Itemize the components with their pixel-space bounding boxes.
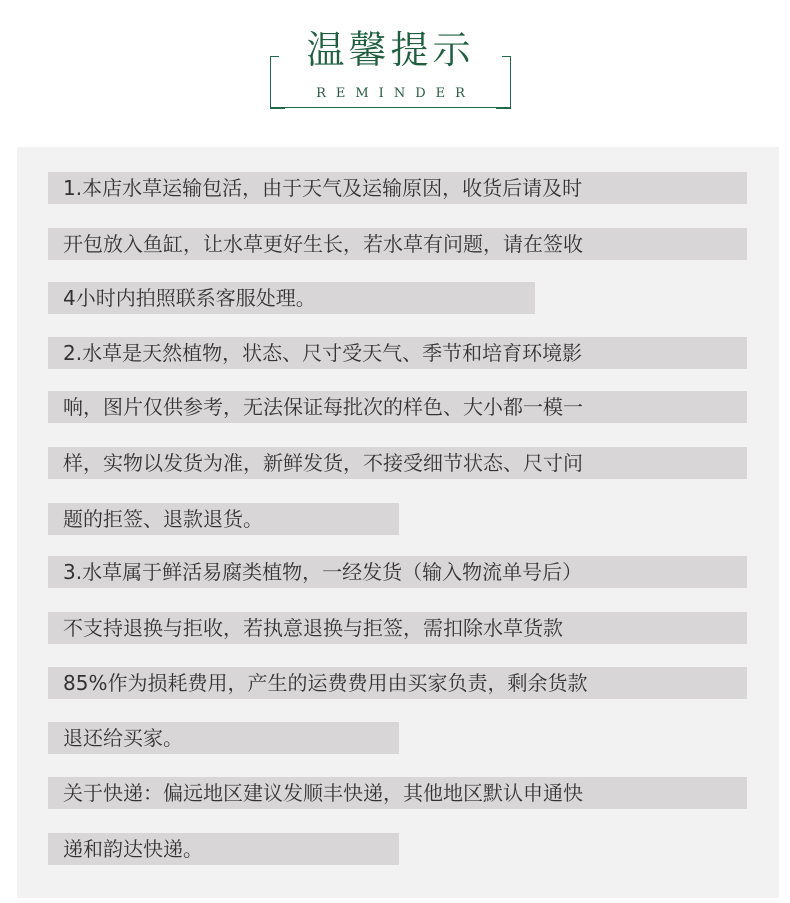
notice-line: 2.水草是天然植物，状态、尺寸受天气、季节和培育环境影: [48, 337, 747, 369]
notice-line: 开包放入鱼缸，让水草更好生长，若水草有问题，请在签收: [48, 228, 747, 260]
page-subtitle: REMINDER: [316, 86, 475, 101]
notice-line: 4小时内拍照联系客服处理。: [48, 282, 535, 314]
page-title: 温馨提示: [306, 28, 475, 72]
reminder-header: [0, 0, 790, 140]
notice-line: 响，图片仅供参考，无法保证每批次的样色、大小都一模一: [48, 391, 747, 423]
notice-line: 递和韵达快递。: [48, 833, 399, 865]
title-frame-bottom: [270, 107, 511, 108]
notice-line: 85%作为损耗费用，产生的运费费用由买家负责，剩余货款: [48, 667, 747, 699]
notice-line: 退还给买家。: [48, 722, 399, 754]
notice-line: 关于快递：偏远地区建议发顺丰快递，其他地区默认申通快: [48, 777, 747, 809]
notice-line: 样，实物以发货为准，新鲜发货，不接受细节状态、尺寸问: [48, 447, 747, 479]
notice-line: 题的拒签、退款退货。: [48, 503, 399, 535]
notice-line: 1.本店水草运输包活，由于天气及运输原因，收货后请及时: [48, 172, 747, 204]
notice-line: 3.水草属于鲜活易腐类植物，一经发货（输入物流单号后）: [48, 556, 747, 588]
notice-line: 不支持退换与拒收，若执意退换与拒签，需扣除水草货款: [48, 612, 747, 644]
